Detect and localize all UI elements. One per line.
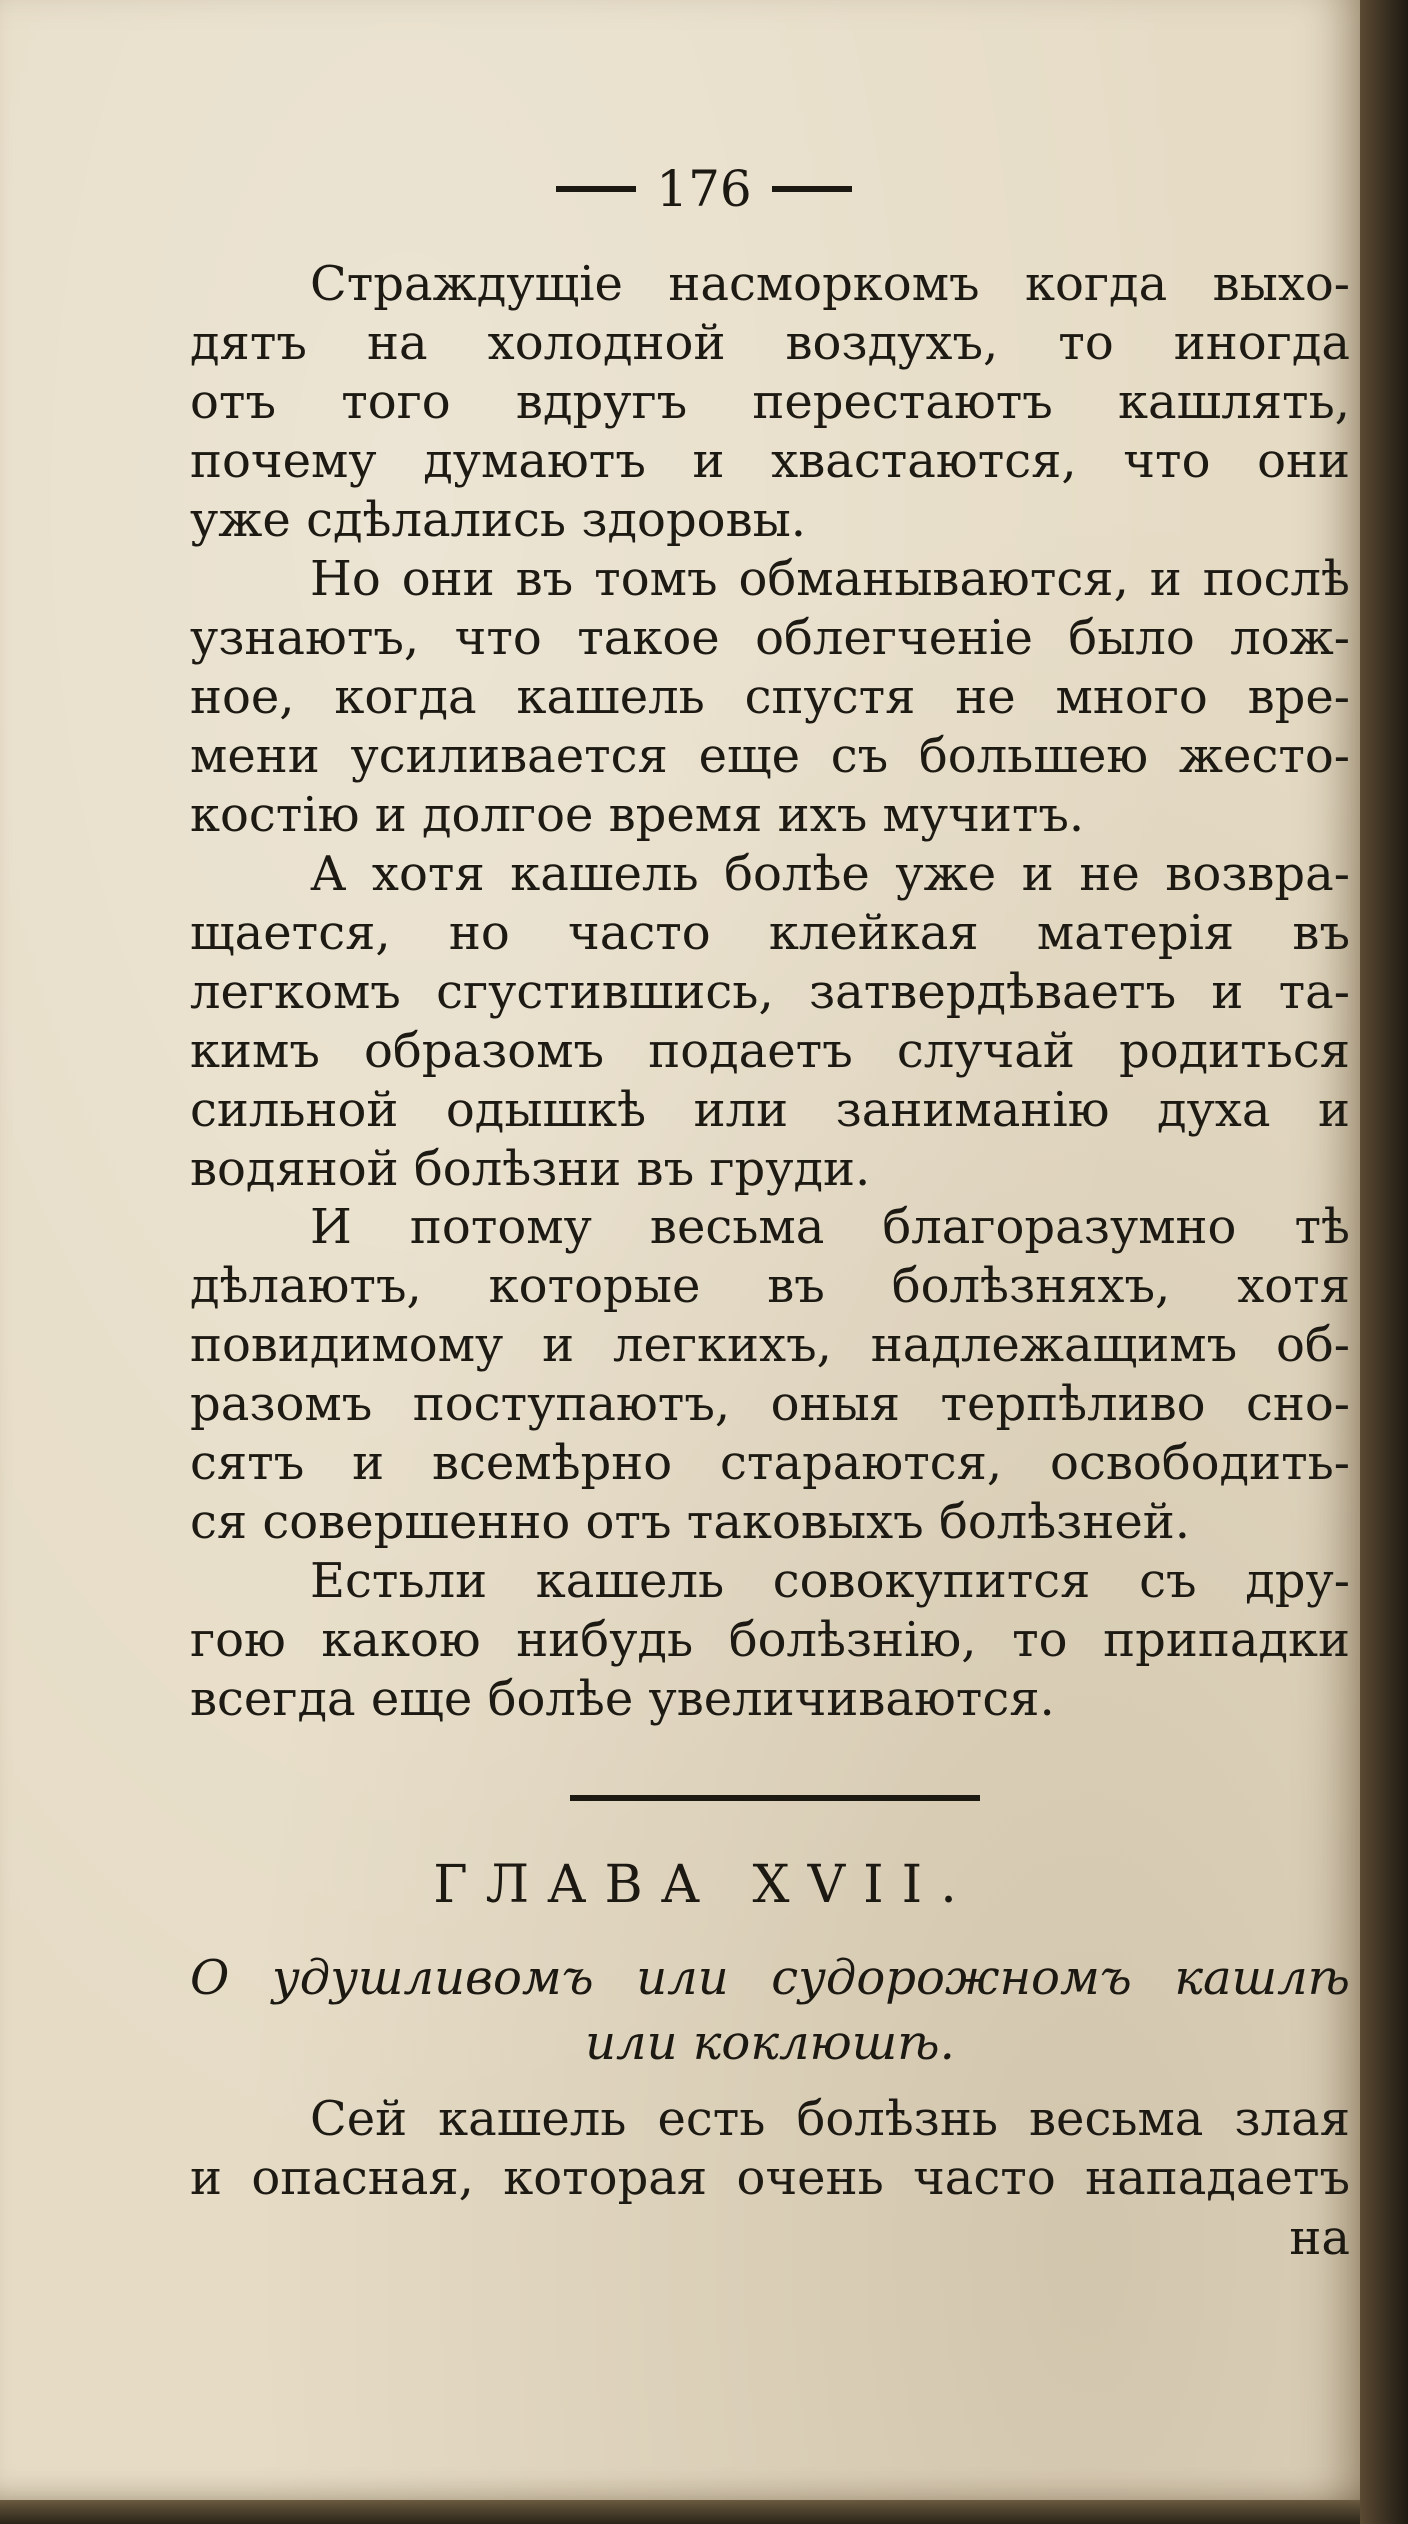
chapter-heading: ГЛАВА XVII. xyxy=(433,1855,975,1915)
text-line: ся совершенно отъ таковыхъ болѣзней. xyxy=(190,1494,1191,1550)
text-line: Но они въ томъ обманываются, и послѣ xyxy=(310,551,1350,607)
text-line: Естьли кашель совокупится съ дру- xyxy=(310,1553,1350,1609)
text-line: кимъ образомъ подаетъ случай родиться xyxy=(190,1023,1350,1079)
header-dash-left xyxy=(556,186,636,192)
text-line: и опасная, которая очень часто нападаетъ xyxy=(190,2150,1350,2206)
text-line: гою какою нибудь болѣзнію, то припадки xyxy=(190,1612,1350,1668)
text-line: разомъ поступаютъ, оныя терпѣливо сно- xyxy=(190,1376,1350,1432)
catchword: на xyxy=(1289,2210,1350,2266)
text-line: отъ того вдругъ перестаютъ кашлять, xyxy=(190,374,1350,430)
text-line: уже сдѣлались здоровы. xyxy=(190,492,807,548)
section-divider xyxy=(570,1795,980,1801)
paragraph-3 xyxy=(190,845,1350,1199)
text-line: легкомъ сгустившись, затвердѣваетъ и та- xyxy=(190,964,1350,1020)
text-line: Страждущіе насморкомъ когда выхо- xyxy=(310,256,1350,312)
text-line: Сей кашель есть болѣзнь весьма злая xyxy=(310,2091,1350,2147)
text-line: узнаютъ, что такое облегченіе было лож- xyxy=(190,610,1350,666)
text-line: А хотя кашель болѣе уже и не возвра- xyxy=(310,846,1350,902)
chapter-paragraph-1 xyxy=(190,2090,1350,2208)
text-line: дятъ на холодной воздухъ, то иногда xyxy=(190,315,1350,371)
header-dash-right xyxy=(772,186,852,192)
text-line: сятъ и всемѣрно стараются, освободить- xyxy=(190,1435,1350,1491)
chapter-subtitle-line-1: О удушливомъ или судорожномъ кашлѣ xyxy=(190,1950,1350,2006)
paragraph-1 xyxy=(190,255,1350,550)
paragraph-2 xyxy=(190,550,1350,845)
text-line: сильной одышкѣ или заниманію духа и xyxy=(190,1082,1350,1138)
text-line: костію и долгое время ихъ мучитъ. xyxy=(190,787,1085,843)
book-spine-edge xyxy=(1360,0,1408,2524)
text-line: мени усиливается еще съ большею жесто- xyxy=(190,728,1350,784)
text-line: водяной болѣзни въ груди. xyxy=(190,1141,871,1197)
text-line: дѣлаютъ, которые въ болѣзняхъ, хотя xyxy=(190,1258,1350,1314)
text-line: всегда еще болѣе увеличиваются. xyxy=(190,1671,1055,1727)
chapter-subtitle-line-2: или коклюшѣ. xyxy=(585,2015,955,2071)
text-line: И потому весьма благоразумно тѣ xyxy=(310,1199,1350,1255)
page-header xyxy=(0,160,1408,218)
page-number: 176 xyxy=(656,160,752,218)
text-line: повидимому и легкихъ, надлежащимъ об- xyxy=(190,1317,1350,1373)
text-line: щается, но часто клейкая матерія въ xyxy=(190,905,1350,961)
page-bottom-edge xyxy=(0,2500,1360,2524)
paragraph-5 xyxy=(190,1552,1350,1729)
text-line: ное, когда кашель спустя не много вре- xyxy=(190,669,1350,725)
paragraph-4 xyxy=(190,1198,1350,1552)
text-line: почему думаютъ и хвастаются, что они xyxy=(190,433,1350,489)
